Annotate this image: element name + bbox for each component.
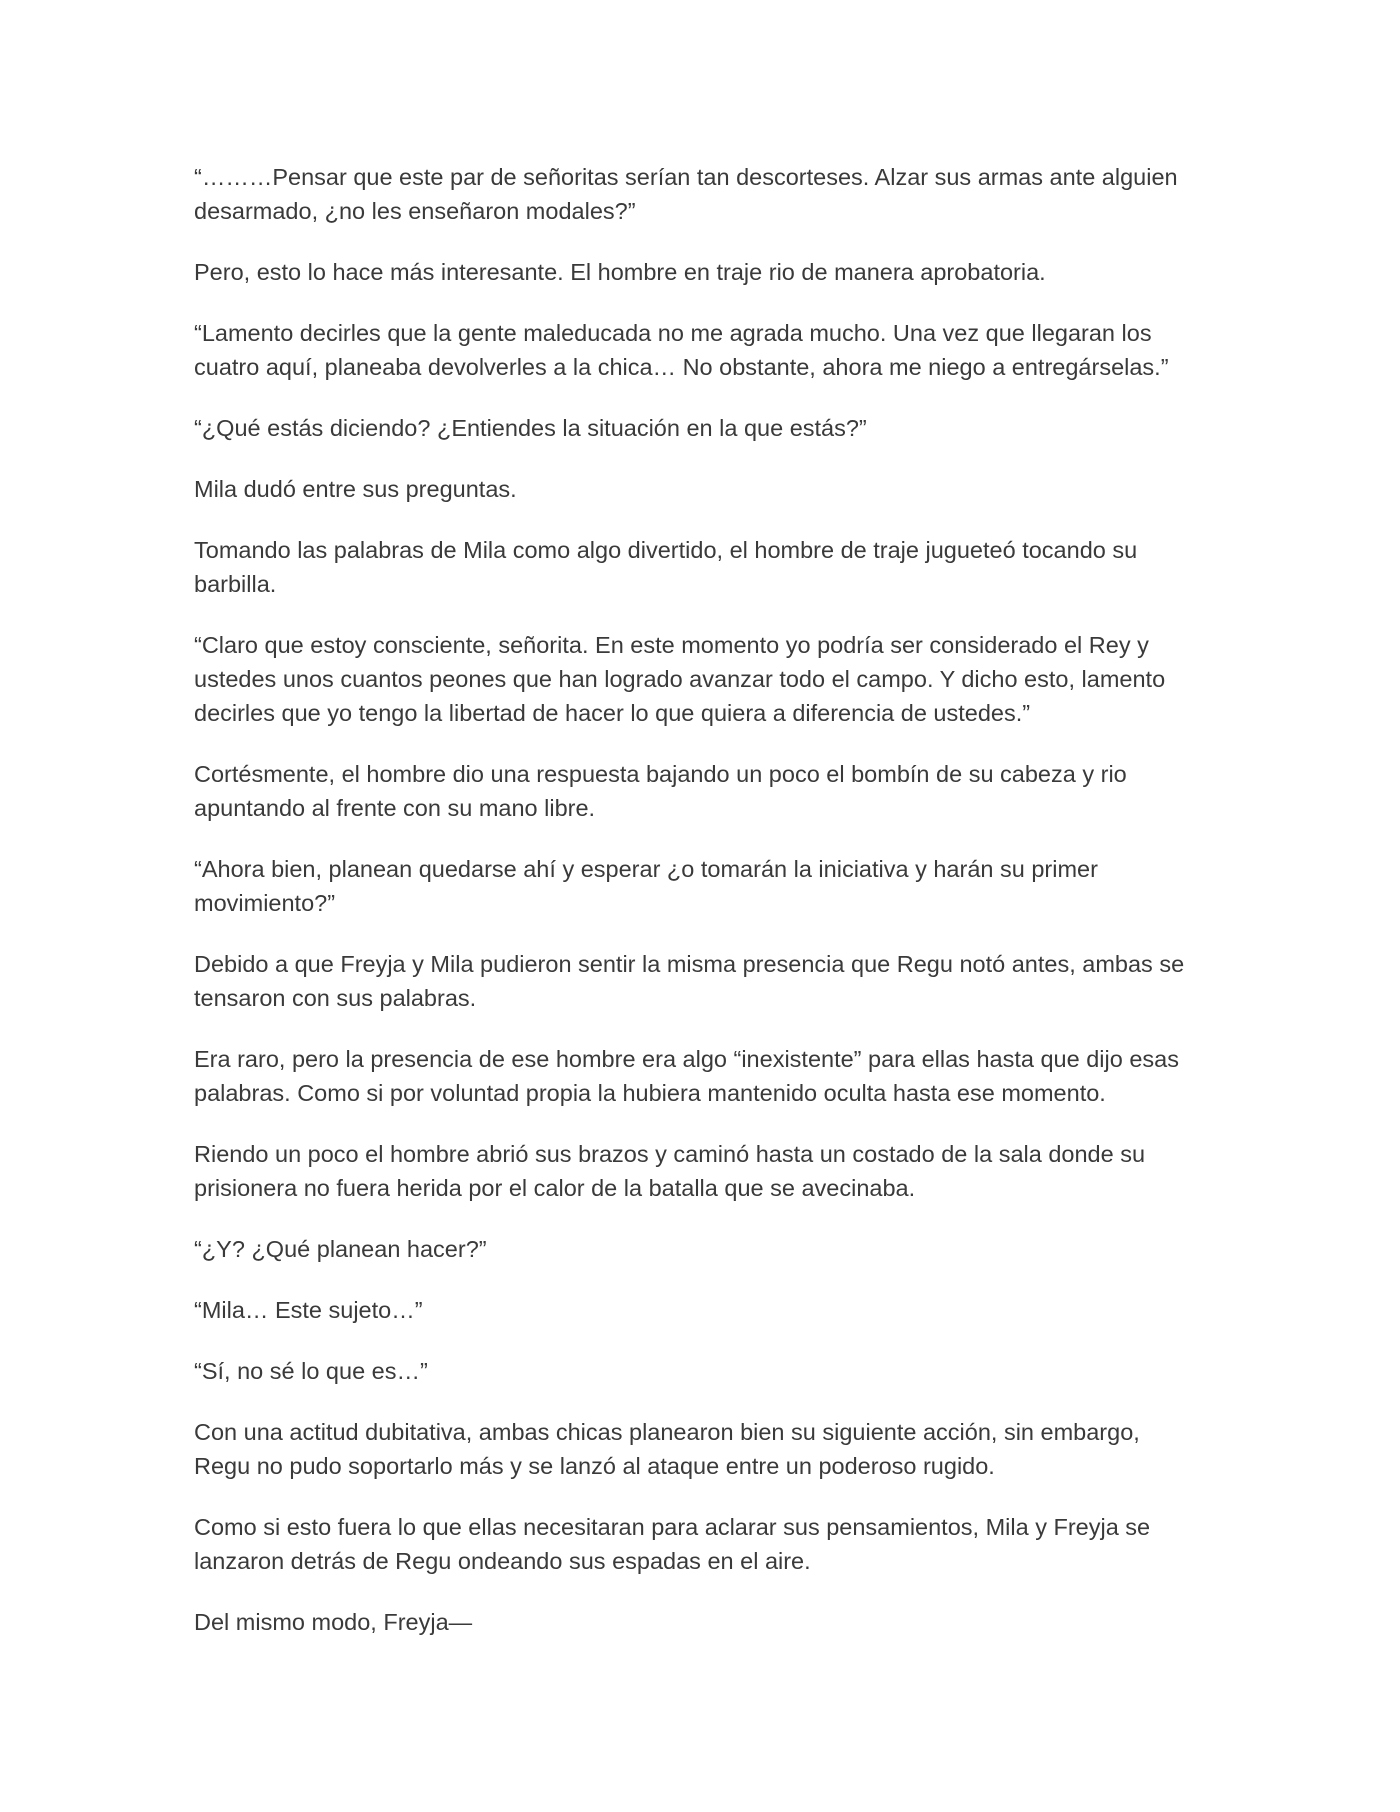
paragraph-18: Del mismo modo, Freyja— (194, 1609, 473, 1635)
paragraph-1: “………Pensar que este par de señoritas serían tan descorteses. Alzar sus armas ante alguien desarmado, ¿no les enseñaron modales?” (194, 164, 1178, 224)
paragraph-12: Riendo un poco el hombre abrió sus brazos y caminó hasta un costado de la sala donde su prisionera no fuera herida por el calor de la batalla que se avecinaba. (194, 1141, 1146, 1201)
paragraph-16: Con una actitud dubitativa, ambas chicas planearon bien su siguiente acción, sin embargo, Regu no pudo soportarlo más y se lanzó al ataque entre un poderoso rugido. (194, 1419, 1140, 1479)
paragraph-6: Tomando las palabras de Mila como algo divertido, el hombre de traje jugueteó tocando su barbilla. (194, 537, 1138, 597)
paragraph-9: “Ahora bien, planean quedarse ahí y esperar ¿o tomarán la iniciativa y harán su primer movimiento?” (194, 856, 1098, 916)
paragraph-2: Pero, esto lo hace más interesante. El hombre en traje rio de manera aprobatoria. (194, 259, 1046, 285)
paragraph-13: “¿Y? ¿Qué planean hacer?” (194, 1236, 487, 1262)
paragraph-10: Debido a que Freyja y Mila pudieron sentir la misma presencia que Regu notó antes, ambas se tensaron con sus palabras. (194, 951, 1185, 1011)
paragraph-15: “Sí, no sé lo que es…” (194, 1358, 428, 1384)
paragraph-17: Como si esto fuera lo que ellas necesitaran para aclarar sus pensamientos, Mila y Freyja se lanzaron detrás de Regu ondeando sus espadas en el aire. (194, 1514, 1151, 1574)
paragraph-8: Cortésmente, el hombre dio una respuesta bajando un poco el bombín de su cabeza y rio apuntando al frente con su mano libre. (194, 761, 1127, 821)
paragraph-5: Mila dudó entre sus preguntas. (194, 476, 517, 502)
document-page (194, 160, 1194, 1666)
paragraph-14: “Mila… Este sujeto…” (194, 1297, 423, 1323)
paragraph-7: “Claro que estoy consciente, señorita. En este momento yo podría ser considerado el Rey y ustedes unos cuantos peones que han logrado avanzar todo el campo. Y dicho esto, lamento decirles que yo tengo la libertad de hacer lo que quiera a diferencia de ustedes.” (194, 632, 1166, 726)
paragraph-3: “Lamento decirles que la gente maleducada no me agrada mucho. Una vez que llegaran los cuatro aquí, planeaba devolverles a la chica… No obstante, ahora me niego a entregárselas.” (194, 320, 1169, 380)
paragraph-11: Era raro, pero la presencia de ese hombre era algo “inexistente” para ellas hasta que dijo esas palabras. Como si por voluntad propia la hubiera mantenido oculta hasta ese momento. (194, 1046, 1179, 1106)
paragraph-4: “¿Qué estás diciendo? ¿Entiendes la situación en la que estás?” (194, 415, 867, 441)
